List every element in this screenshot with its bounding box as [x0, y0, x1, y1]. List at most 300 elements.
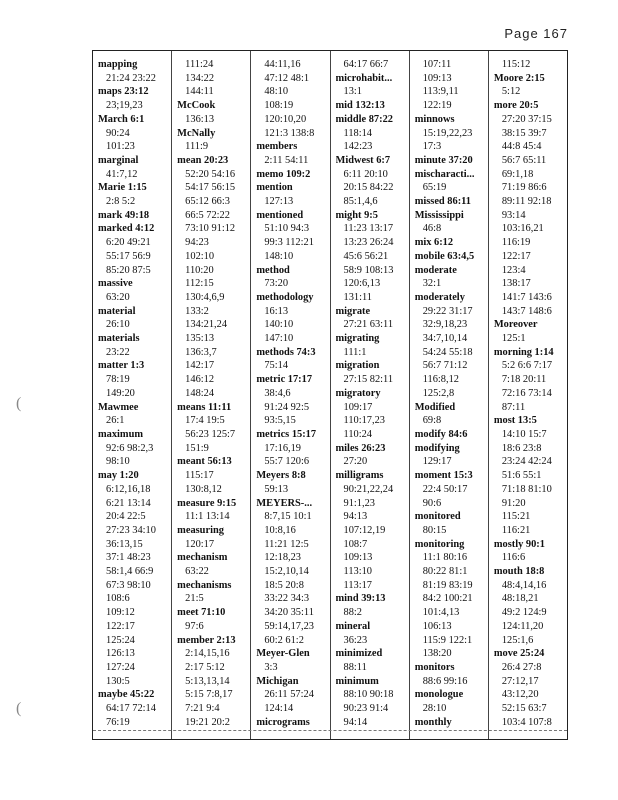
index-page-ref: 116:8,12: [422, 374, 459, 386]
index-term: methods 74:3: [256, 346, 316, 358]
index-page-ref: 54:17 56:15: [185, 182, 236, 194]
index-page-ref: 36:23: [343, 634, 368, 646]
index-page-ref: 138:20: [422, 648, 452, 660]
index-page-ref: 106:13: [422, 620, 452, 632]
index-page-ref: 108:7: [343, 538, 368, 550]
index-term: monologue: [414, 689, 464, 701]
index-term: modify 84:6: [414, 428, 468, 440]
index-page-ref: 75:14: [264, 360, 289, 372]
index-term: Modified: [414, 401, 456, 413]
index-page-ref: 23:22: [106, 346, 130, 358]
index-page-ref: 148:10: [264, 250, 294, 262]
index-page-ref: 34:7,10,14: [422, 333, 468, 345]
index-term: mix 6:12: [414, 237, 454, 249]
index-page-ref: 116:21: [501, 524, 531, 536]
index-page-ref: 6:21 13:14: [106, 497, 151, 509]
index-page-ref: 36:13,15: [106, 538, 143, 550]
index-term: migrating: [335, 333, 380, 345]
index-page-ref: 44:11,16: [264, 59, 301, 70]
index-term: minimized: [335, 648, 383, 660]
index-page-ref: 108:19: [264, 100, 294, 112]
index-term: mention: [256, 182, 293, 194]
index-page-ref: 6:12,16,18: [106, 483, 151, 495]
index-page-ref: 87:11: [501, 401, 526, 413]
index-page-ref: 113:9,11: [422, 86, 459, 98]
index-page-ref: 130:8,12: [185, 483, 222, 495]
index-page-ref: 90:23 91:4: [343, 703, 389, 715]
index-term: McNally: [177, 127, 216, 139]
index-page-ref: 73:20: [264, 278, 289, 290]
index-page-ref: 65:12 66:3: [185, 196, 230, 208]
index-page-ref: 148:24: [185, 387, 215, 399]
index-page-ref: 45:6 56:21: [343, 250, 389, 262]
index-page-ref: 91:20: [501, 497, 526, 509]
index-page-ref: 131:11: [343, 291, 372, 303]
index-page-ref: 38:4,6: [264, 387, 291, 399]
index-page-ref: 122:17: [501, 250, 531, 262]
index-page-ref: 6:11 20:10: [343, 168, 388, 180]
index-page-ref: 125:1: [501, 333, 526, 345]
index-page-ref: 109:17: [343, 401, 373, 413]
index-page-ref: 64:17 72:14: [106, 703, 156, 715]
index-page-ref: 136:3,7: [185, 346, 217, 358]
index-page-ref: 80:22 81:1: [422, 566, 468, 578]
index-term: might 9:5: [335, 209, 378, 221]
index-page-ref: 81:19 83:19: [422, 579, 473, 591]
index-page-ref: 27:20 37:15: [501, 113, 552, 125]
index-page-ref: 141:7 143:6: [501, 291, 552, 303]
margin-mark: (: [16, 395, 22, 412]
index-page-ref: 26:4 27:8: [501, 661, 542, 673]
index-page-ref: 17:4 19:5: [185, 415, 225, 427]
index-term: minnows: [414, 113, 455, 125]
index-page-ref: 115:21: [501, 511, 531, 523]
index-page-ref: 91:1,23: [343, 497, 375, 509]
index-page-ref: 2:17 5:12: [185, 661, 225, 673]
index-column: [172, 51, 251, 739]
index-page-ref: 46:8: [422, 223, 442, 235]
index-term: measure 9:15: [177, 497, 237, 509]
index-page-ref: 140:10: [264, 319, 294, 331]
index-page-ref: 69:1,18: [501, 168, 534, 180]
index-page-ref: 110:24: [343, 428, 372, 440]
index-page-ref: 134:22: [185, 72, 215, 84]
index-page-ref: 94:14: [343, 716, 368, 728]
index-page-ref: 127:13: [264, 196, 294, 208]
index-page-ref: 58:1,4 66:9: [106, 566, 154, 578]
index-term: minute 37:20: [414, 154, 473, 166]
index-page-ref: 37:1 48:23: [106, 552, 151, 564]
index-term: mark 49:18: [98, 209, 150, 221]
index-page-ref: 88:6 99:16: [422, 675, 468, 687]
index-term: meet 71:10: [177, 607, 226, 619]
index-column: [410, 51, 489, 739]
index-term: memo 109:2: [256, 168, 311, 180]
index-term: means 11:11: [177, 401, 232, 413]
index-page-ref: 109:13: [343, 552, 373, 564]
index-term: milligrams: [335, 470, 384, 482]
index-page-ref: 41:7,12: [106, 168, 138, 180]
index-page-ref: 13:1: [343, 86, 362, 98]
index-page-ref: 3:3: [264, 661, 278, 673]
index-term: microhabit...: [335, 72, 393, 84]
index-page-ref: 56:7 71:12: [422, 360, 468, 372]
index-page-ref: 113:17: [343, 579, 372, 591]
index-term: Mississippi: [414, 209, 464, 221]
index-term: method: [256, 264, 290, 276]
index-page-ref: 115:12: [501, 59, 531, 70]
index-page-ref: 13:23 26:24: [343, 237, 394, 249]
index-page-ref: 23:24 42:24: [501, 456, 552, 468]
index-page-ref: 78:19: [106, 374, 130, 386]
index-page-ref: 26:11 57:24: [264, 689, 314, 701]
index-page-ref: 47:12 48:1: [264, 72, 310, 84]
index-page-ref: 147:10: [264, 333, 294, 345]
index-page-ref: 11:1 80:16: [422, 552, 468, 564]
index-page-ref: 51:6 55:1: [501, 470, 542, 482]
index-page-ref: 11:1 13:14: [185, 511, 230, 523]
index-term: March 6:1: [98, 113, 145, 125]
index-page-ref: 85:20 87:5: [106, 264, 151, 276]
index-page-ref: 71:18 81:10: [501, 483, 552, 495]
index-page-ref: 32:1: [422, 278, 442, 290]
index-page-ref: 5:12: [501, 86, 521, 98]
index-term: Michigan: [256, 675, 299, 687]
index-page-ref: 55:17 56:9: [106, 250, 151, 262]
index-page-ref: 34:20 35:11: [264, 607, 314, 619]
index-page-ref: 56:7 65:11: [501, 154, 547, 166]
index-page-ref: 102:10: [185, 250, 215, 262]
index-page-ref: 125:1,6: [501, 634, 534, 646]
index-term: Moore 2:15: [493, 72, 545, 84]
index-page-ref: 120:17: [185, 538, 215, 550]
index-page-ref: 17:3: [422, 141, 442, 153]
index-page-ref: 143:7 148:6: [501, 305, 552, 317]
index-page-ref: 108:6: [106, 593, 130, 605]
index-term: material: [98, 305, 136, 317]
index-page-ref: 98:10: [106, 456, 130, 468]
index-term: Marie 1:15: [98, 182, 147, 194]
index-term: Meyers 8:8: [256, 470, 306, 482]
index-page-ref: 94:13: [343, 511, 368, 523]
index-page-ref: 27:20: [343, 456, 368, 468]
index-term: mobile 63:4,5: [414, 250, 475, 262]
index-page-ref: 138:17: [501, 278, 531, 290]
index-term: may 1:20: [98, 470, 139, 482]
index-page-ref: 69:8: [422, 415, 442, 427]
index-term: mischaracti...: [414, 168, 475, 180]
index-page-ref: 89:11 92:18: [501, 196, 552, 208]
index-term: mentioned: [256, 209, 304, 221]
index-page-ref: 2:8 5:2: [106, 196, 136, 208]
index-page-ref: 26:1: [106, 415, 125, 427]
index-page-ref: 44:8 45:4: [501, 141, 542, 153]
index-page-ref: 33:22 34:3: [264, 593, 310, 605]
index-page-ref: 11:21 12:5: [264, 538, 309, 550]
index-page-ref: 120:10,20: [264, 113, 307, 125]
index-page-ref: 146:12: [185, 374, 215, 386]
index-page-ref: 120:6,13: [343, 278, 381, 290]
index-term: materials: [98, 333, 140, 345]
index-term: moment 15:3: [414, 470, 473, 482]
index-term: minimum: [335, 675, 379, 687]
index-term: micrograms: [256, 716, 310, 728]
index-page-ref: 126:13: [106, 648, 135, 660]
index-page-ref: 88:11: [343, 661, 367, 673]
index-page-ref: 52:20 54:16: [185, 168, 236, 180]
index-term: measuring: [177, 524, 224, 536]
index-page-ref: 144:11: [185, 86, 214, 98]
index-page-ref: 2:14,15,16: [185, 648, 230, 660]
index-page-ref: 32:9,18,23: [422, 319, 468, 331]
index-page-ref: 93:14: [501, 209, 526, 221]
index-page-ref: 63:20: [106, 291, 130, 303]
index-term: mouth 18:8: [493, 566, 545, 578]
index-page-ref: 38:15 39:7: [501, 127, 547, 139]
index-term: Meyer-Glen: [256, 648, 310, 660]
index-page-ref: 112:15: [185, 278, 214, 290]
index-page-ref: 135:13: [185, 333, 215, 345]
index-page-ref: 7:18 20:11: [501, 374, 547, 386]
index-page-ref: 115:17: [185, 470, 214, 482]
index-page-ref: 5:2 6:6 7:17: [501, 360, 553, 372]
index-page-ref: 27:21 63:11: [343, 319, 394, 331]
index-page-ref: 90:24: [106, 127, 130, 139]
index-term: McCook: [177, 100, 216, 112]
index-page-ref: 124:11,20: [501, 620, 544, 632]
index-page-ref: 124:14: [264, 703, 294, 715]
index-page-ref: 5:13,13,14: [185, 675, 230, 687]
index-page-ref: 72:16 73:14: [501, 387, 552, 399]
index-term: member 2:13: [177, 634, 236, 646]
index-page-ref: 116:6: [501, 552, 526, 564]
index-page-ref: 116:19: [501, 237, 531, 249]
index-page-ref: 127:24: [106, 661, 135, 673]
index-term: marked 4:12: [98, 223, 155, 235]
index-page-ref: 103:4 107:8: [501, 716, 552, 728]
index-page-ref: 149:20: [106, 387, 135, 399]
index-term: morning 1:14: [493, 346, 554, 358]
index-term: miles 26:23: [335, 442, 386, 454]
index-page-ref: 94:23: [185, 237, 209, 249]
index-page-ref: 91:24 92:5: [264, 401, 310, 413]
index-page-ref: 10:8,16: [264, 524, 296, 536]
index-page-ref: 111:24: [185, 59, 214, 70]
index-term: monthly: [414, 716, 452, 728]
index-page-ref: 113:10: [343, 566, 372, 578]
bottom-rule: [93, 730, 567, 731]
index-page-ref: 109:13: [422, 72, 452, 84]
index-term: Midwest 6:7: [335, 154, 391, 166]
index-column: [251, 51, 330, 739]
index-page-ref: 12:18,23: [264, 552, 302, 564]
index-page-ref: 26:10: [106, 319, 130, 331]
index-page-ref: 55:7 120:6: [264, 456, 310, 468]
index-page-ref: 92:6 98:2,3: [106, 442, 154, 454]
index-page-ref: 49:2 124:9: [501, 607, 547, 619]
index-term: missed 86:11: [414, 196, 471, 208]
index-page-ref: 97:6: [185, 620, 204, 632]
index-page-ref: 54:24 55:18: [422, 346, 473, 358]
index-page-ref: 48:18,21: [501, 593, 539, 605]
index-page-ref: 29:22 31:17: [422, 305, 473, 317]
index-page-ref: 88:2: [343, 607, 362, 619]
index-page-ref: 123:4: [501, 264, 526, 276]
index-term: monitoring: [414, 538, 465, 550]
index-page-ref: 130:5: [106, 675, 130, 687]
index-page-ref: 111:9: [185, 141, 209, 153]
index-page-ref: 8:7,15 10:1: [264, 511, 312, 523]
index-page-ref: 48:10: [264, 86, 289, 98]
index-page-ref: 133:2: [185, 305, 209, 317]
index-term: mechanisms: [177, 579, 232, 591]
index-page-ref: 22:4 50:17: [422, 483, 468, 495]
index-page-ref: 14:10 15:7: [501, 428, 547, 440]
index-page-ref: 130:4,6,9: [185, 291, 225, 303]
index-page-ref: 27:23 34:10: [106, 524, 156, 536]
index-page-ref: 101:4,13: [422, 607, 460, 619]
index-term: moderately: [414, 291, 465, 303]
index-term: methodology: [256, 291, 314, 303]
index-term: Moreover: [493, 319, 538, 331]
index-term: marginal: [98, 154, 139, 166]
index-term: massive: [98, 278, 133, 290]
index-term: metrics 15:17: [256, 428, 317, 440]
index-page-ref: 101:23: [106, 141, 135, 153]
index-page-ref: 84:2 100:21: [422, 593, 473, 605]
index-page-ref: 122:19: [422, 100, 452, 112]
index-page-ref: 21:24 23:22: [106, 72, 156, 84]
index-page-ref: 52:15 63:7: [501, 703, 547, 715]
index-page-ref: 59:14,17,23: [264, 620, 314, 632]
index-column: [93, 51, 172, 739]
index-page-ref: 136:13: [185, 113, 215, 125]
index-page-ref: 15:19,22,23: [422, 127, 473, 139]
index-page-ref: 115:9 122:1: [422, 634, 473, 646]
index-term: mostly 90:1: [493, 538, 545, 550]
index-term: more 20:5: [493, 100, 539, 112]
index-columns: [93, 51, 567, 739]
index-page-ref: 80:15: [422, 524, 447, 536]
index-page-ref: 99:3 112:21: [264, 237, 314, 249]
index-page-ref: 121:3 138:8: [264, 127, 315, 139]
index-page-ref: 67:3 98:10: [106, 579, 151, 591]
index-term: migrate: [335, 305, 371, 317]
index-page-ref: 65:19: [422, 182, 447, 194]
index-term: Mawmee: [98, 401, 139, 413]
index-page-ref: 85:1,4,6: [343, 196, 378, 208]
index-term: mean 20:23: [177, 154, 229, 166]
index-frame: [92, 50, 568, 740]
index-term: meant 56:13: [177, 456, 232, 468]
index-term: middle 87:22: [335, 113, 393, 125]
index-page-ref: 19:21 20:2: [185, 716, 230, 728]
index-page-ref: 142:17: [185, 360, 215, 372]
index-page-ref: 118:14: [343, 127, 372, 139]
index-page-ref: 88:10 90:18: [343, 689, 394, 701]
index-page-ref: 73:10 91:12: [185, 223, 236, 235]
margin-mark: (: [16, 700, 22, 717]
index-page-ref: 134:21,24: [185, 319, 228, 331]
index-page-ref: 93:5,15: [264, 415, 296, 427]
index-term: mid 132:13: [335, 100, 385, 112]
index-page-ref: 66:5 72:22: [185, 209, 230, 221]
index-page-ref: 48:4,14,16: [501, 579, 547, 591]
index-page-ref: 90:6: [422, 497, 442, 509]
index-page-ref: 76:19: [106, 716, 130, 728]
index-term: maps 23:12: [98, 86, 149, 98]
index-page-ref: 15:2,10,14: [264, 566, 309, 578]
index-term: matter 1:3: [98, 360, 145, 372]
index-page-ref: 18:5 20:8: [264, 579, 304, 591]
index-term: modifying: [414, 442, 460, 454]
index-term: monitors: [414, 661, 455, 673]
page-number: Page 167: [504, 26, 568, 41]
index-page-ref: 17:16,19: [264, 442, 302, 454]
index-term: migratory: [335, 387, 381, 399]
index-term: maximum: [98, 428, 144, 440]
index-column: [331, 51, 410, 739]
index-page-ref: 6:20 49:21: [106, 237, 151, 249]
index-page-ref: 20:15 84:22: [343, 182, 394, 194]
index-page-ref: 111:1: [343, 346, 367, 358]
index-term: move 25:24: [493, 648, 545, 660]
index-page-ref: 107:11: [422, 59, 452, 70]
index-page-ref: 64:17 66:7: [343, 59, 389, 70]
index-term: mineral: [335, 620, 371, 632]
index-page-ref: 5:15 7:8,17: [185, 689, 233, 701]
index-page-ref: 129:17: [422, 456, 452, 468]
index-term: most 13:5: [493, 415, 537, 427]
index-term: maybe 45:22: [98, 689, 155, 701]
index-page-ref: 110:17,23: [343, 415, 385, 427]
index-page-ref: 110:20: [185, 264, 214, 276]
index-term: mechanism: [177, 552, 228, 564]
index-page-ref: 122:17: [106, 620, 135, 632]
index-page-ref: 90:21,22,24: [343, 483, 394, 495]
index-page-ref: 16:13: [264, 305, 289, 317]
index-page-ref: 151:9: [185, 442, 209, 454]
index-page-ref: 125:2,8: [422, 387, 455, 399]
index-page-ref: 23;19,23: [106, 100, 143, 112]
index-page-ref: 18:6 23:8: [501, 442, 542, 454]
index-page-ref: 2:11 54:11: [264, 154, 309, 166]
index-term: metric 17:17: [256, 374, 313, 386]
index-term: monitored: [414, 511, 461, 523]
index-page-ref: 11:23 13:17: [343, 223, 394, 235]
index-column: [489, 51, 567, 739]
index-page-ref: 71:19 86:6: [501, 182, 547, 194]
index-page-ref: 58:9 108:13: [343, 264, 394, 276]
index-page-ref: 28:10: [422, 703, 447, 715]
index-term: migration: [335, 360, 380, 372]
index-term: mind 39:13: [335, 593, 386, 605]
index-page-ref: 60:2 61:2: [264, 634, 304, 646]
index-page-ref: 109:12: [106, 607, 135, 619]
index-page-ref: 59:13: [264, 483, 289, 495]
index-page-ref: 21:5: [185, 593, 204, 605]
index-page-ref: 103:16,21: [501, 223, 544, 235]
index-page-ref: 7:21 9:4: [185, 703, 220, 715]
index-term: mapping: [98, 59, 138, 70]
index-page-ref: 27:12,17: [501, 675, 539, 687]
index-term: moderate: [414, 264, 457, 276]
index-term: MEYERS-...: [256, 497, 313, 509]
index-page-ref: 125:24: [106, 634, 135, 646]
index-page-ref: 51:10 94:3: [264, 223, 310, 235]
index-page-ref: 107:12,19: [343, 524, 386, 536]
index-page-ref: 56:23 125:7: [185, 428, 236, 440]
